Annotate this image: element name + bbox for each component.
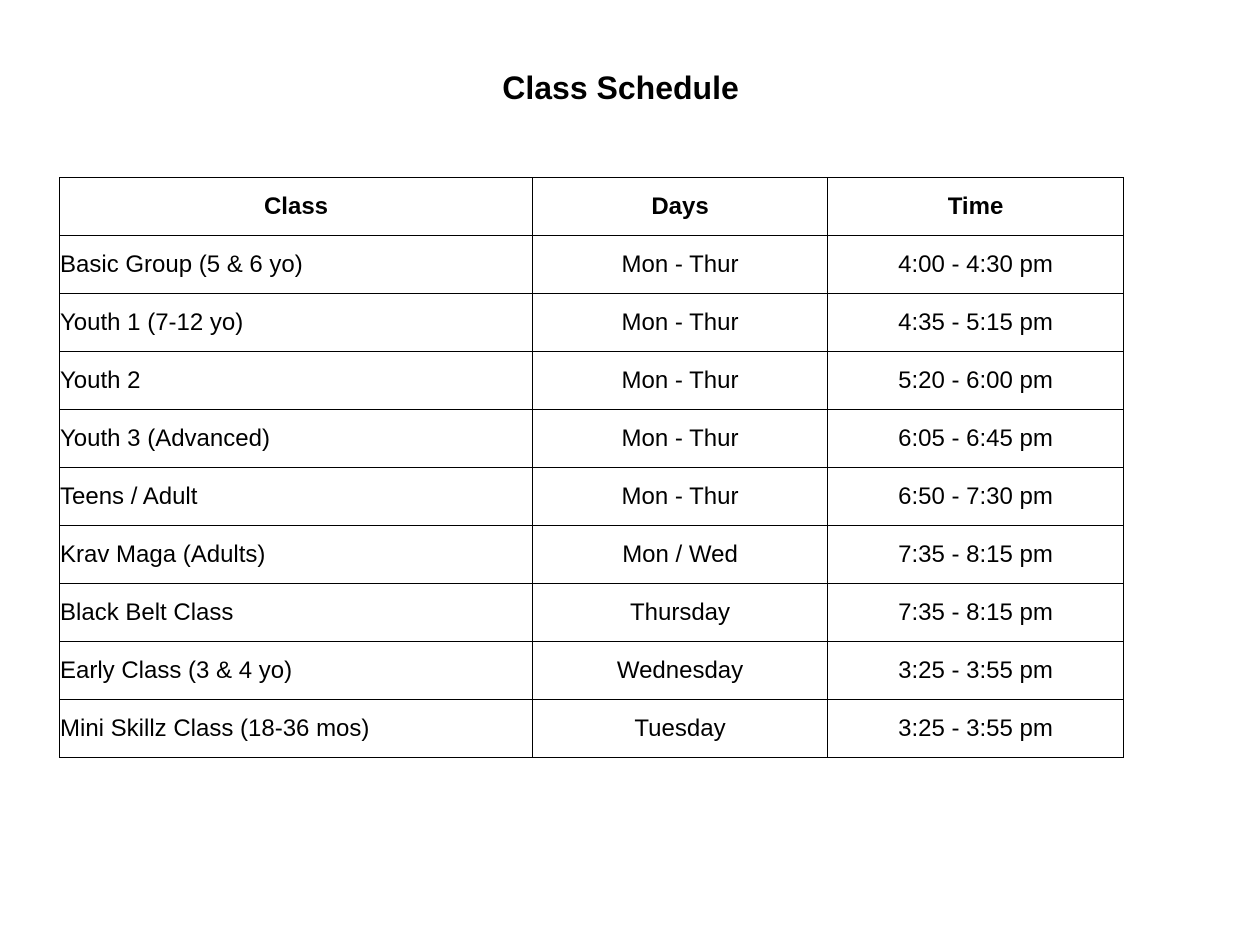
days-cell: Mon / Wed (533, 526, 828, 584)
table-row (60, 294, 1124, 352)
time-cell: 6:50 - 7:30 pm (828, 468, 1124, 526)
column-header-time: Time (828, 178, 1124, 236)
class-cell: Basic Group (5 & 6 yo) (60, 236, 533, 294)
time-cell: 6:05 - 6:45 pm (828, 410, 1124, 468)
time-cell: 4:00 - 4:30 pm (828, 236, 1124, 294)
time-cell: 4:35 - 5:15 pm (828, 294, 1124, 352)
class-cell: Early Class (3 & 4 yo) (60, 642, 533, 700)
column-header-class: Class (60, 178, 533, 236)
table-row (60, 700, 1124, 758)
days-cell: Thursday (533, 584, 828, 642)
class-cell: Krav Maga (Adults) (60, 526, 533, 584)
time-cell: 7:35 - 8:15 pm (828, 526, 1124, 584)
days-cell: Mon - Thur (533, 294, 828, 352)
page-title: Class Schedule (502, 70, 739, 106)
days-cell: Tuesday (533, 700, 828, 758)
days-cell: Mon - Thur (533, 352, 828, 410)
table-row (60, 526, 1124, 584)
table-row (60, 236, 1124, 294)
schedule-table (59, 177, 1124, 758)
time-cell: 7:35 - 8:15 pm (828, 584, 1124, 642)
table-row (60, 410, 1124, 468)
time-cell: 5:20 - 6:00 pm (828, 352, 1124, 410)
class-cell: Teens / Adult (60, 468, 533, 526)
class-cell: Youth 3 (Advanced) (60, 410, 533, 468)
days-cell: Mon - Thur (533, 468, 828, 526)
class-cell: Mini Skillz Class (18-36 mos) (60, 700, 533, 758)
table-row (60, 352, 1124, 410)
time-cell: 3:25 - 3:55 pm (828, 700, 1124, 758)
table-row (60, 584, 1124, 642)
days-cell: Mon - Thur (533, 410, 828, 468)
time-cell: 3:25 - 3:55 pm (828, 642, 1124, 700)
class-cell: Youth 2 (60, 352, 533, 410)
table-row (60, 642, 1124, 700)
class-cell: Youth 1 (7-12 yo) (60, 294, 533, 352)
table-header-row (60, 178, 1124, 236)
class-cell: Black Belt Class (60, 584, 533, 642)
column-header-days: Days (533, 178, 828, 236)
days-cell: Wednesday (533, 642, 828, 700)
days-cell: Mon - Thur (533, 236, 828, 294)
table-row (60, 468, 1124, 526)
